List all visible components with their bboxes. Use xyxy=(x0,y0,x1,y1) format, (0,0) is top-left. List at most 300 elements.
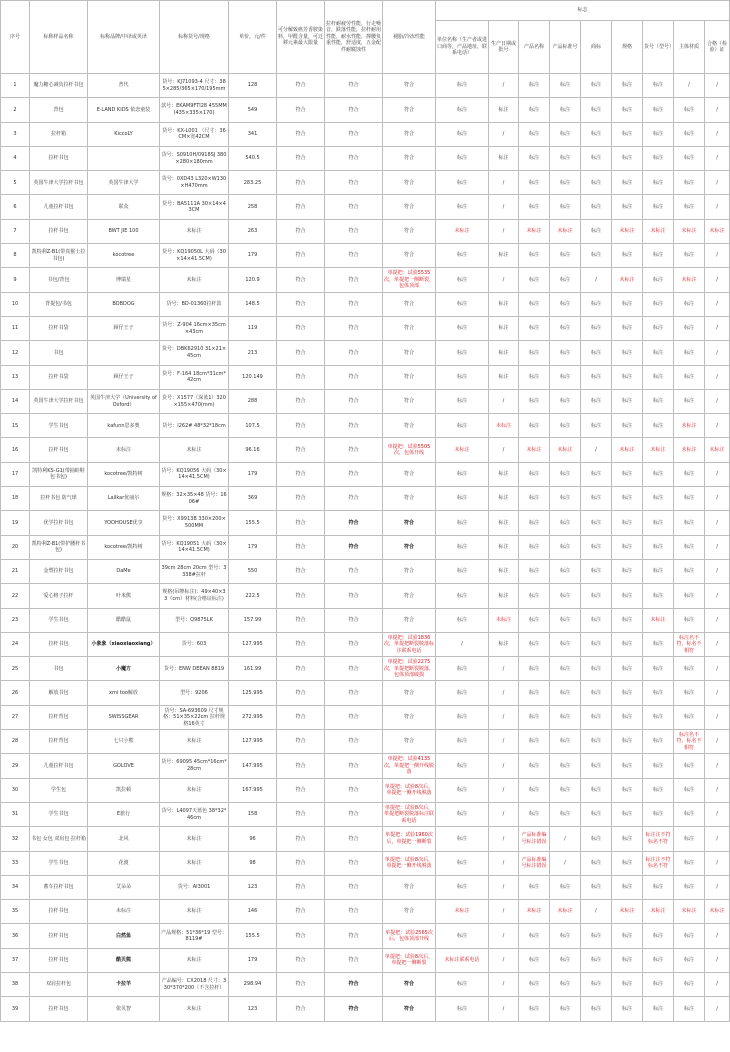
mark-cell-3: 标注 xyxy=(519,414,550,438)
header-mark-4: 产品标准号 xyxy=(550,21,581,74)
name-cell: 凯特利KS-G1(带抽蛙鞋包书包) xyxy=(30,462,88,486)
mark-cell-1: 标注 xyxy=(436,244,489,268)
performance-cell: 符合 xyxy=(325,146,383,170)
mark-cell-6: 标注 xyxy=(612,754,643,778)
seq-cell: 2 xyxy=(1,98,30,122)
chemical-cell: 符合 xyxy=(277,219,325,243)
model-cell: 货号：KQ19051 大码（30×14×41.5CM) xyxy=(160,535,229,559)
mark-cell-7: 标注 xyxy=(643,730,674,754)
mark-cell-4: 标注 xyxy=(550,584,581,608)
cold-cell: 单提把：试验4135次，单提把一侧开线脱落 xyxy=(383,754,436,778)
chemical-cell: 符合 xyxy=(277,802,325,826)
model-cell: 货号：L4097天蓝色 38*32*46cm xyxy=(160,802,229,826)
name-cell: 爱心格子拉杆 xyxy=(30,584,88,608)
mark-cell-3: 标注 xyxy=(519,948,550,972)
brand-cell: 白然鱼 xyxy=(88,924,160,948)
mark-cell-4: 标注 xyxy=(550,389,581,413)
brand-cell: 卡拉羊 xyxy=(88,972,160,996)
mark-cell-8: 标注 xyxy=(674,778,705,802)
mark-cell-3: 未标注 xyxy=(519,219,550,243)
mark-cell-2: 标注 xyxy=(489,462,519,486)
mark-cell-4: 未标注 xyxy=(550,900,581,924)
cold-cell: 符合 xyxy=(383,365,436,389)
mark-cell-8: 标注 xyxy=(674,98,705,122)
mark-cell-6: 标注 xyxy=(612,584,643,608)
mark-cell-8: 标注 xyxy=(674,389,705,413)
cold-cell: 符合 xyxy=(383,98,436,122)
mark-cell-1: 标注 xyxy=(436,705,489,729)
model-cell: 货号：BD-01360拉杆款 xyxy=(160,292,229,316)
mark-cell-5: 标注 xyxy=(581,171,612,195)
name-cell: 金塑拉杆书包 xyxy=(30,559,88,583)
mark-cell-6: 标注 xyxy=(612,972,643,996)
seq-cell: 7 xyxy=(1,219,30,243)
model-cell: 货号：X9913B 330×200×500MM xyxy=(160,511,229,535)
price-cell: 179 xyxy=(229,462,277,486)
model-cell: 未标注 xyxy=(160,997,229,1021)
table-row xyxy=(1,632,730,656)
price-cell: 179 xyxy=(229,948,277,972)
mark-cell-3: 标注 xyxy=(519,171,550,195)
table-row xyxy=(1,802,730,826)
name-cell: 拉杆书包 xyxy=(30,997,88,1021)
model-cell: 货号：SA-693609 尺寸规格：51×35×22cm 拉杆规格16英寸 xyxy=(160,705,229,729)
performance-cell: 符合 xyxy=(325,972,383,996)
chemical-cell: 符合 xyxy=(277,244,325,268)
mark-cell-4: 标注 xyxy=(550,948,581,972)
performance-cell: 符合 xyxy=(325,997,383,1021)
table-body xyxy=(1,74,730,1022)
price-cell: 222.5 xyxy=(229,584,277,608)
mark-cell-4: 标注 xyxy=(550,171,581,195)
mark-cell-4: 标注 xyxy=(550,705,581,729)
brand-cell: 小象象（xiaoxiaoxiang） xyxy=(88,632,160,656)
mark-cell-6: 标注 xyxy=(612,146,643,170)
mark-cell-1: 标注 xyxy=(436,827,489,851)
price-cell: 179 xyxy=(229,244,277,268)
mark-cell-2: / xyxy=(489,171,519,195)
mark-cell-1: 标注 xyxy=(436,487,489,511)
mark-cell-4: 标注 xyxy=(550,972,581,996)
performance-cell: 符合 xyxy=(325,559,383,583)
mark-cell-2: 未标注 xyxy=(489,608,519,632)
price-cell: 98 xyxy=(229,851,277,875)
brand-cell: DaMe xyxy=(88,559,160,583)
brand-cell: 依贝智 xyxy=(88,997,160,1021)
mark-cell-2: / xyxy=(489,948,519,972)
model-cell: 产品编号：CX2018 尺寸：330*370*200（不含拉杆） xyxy=(160,972,229,996)
cold-cell: 符合 xyxy=(383,341,436,365)
price-cell: 147.995 xyxy=(229,754,277,778)
name-cell: 学生书包 xyxy=(30,608,88,632)
mark-cell-2: 标注 xyxy=(489,559,519,583)
mark-cell-7: 标注 xyxy=(643,244,674,268)
mark-cell-7: 标注 xyxy=(643,268,674,292)
cold-cell: 单提把：试验8次后，单提把一侧开线脱落 xyxy=(383,778,436,802)
chemical-cell: 符合 xyxy=(277,414,325,438)
name-cell: 儿童拉杆书包 xyxy=(30,195,88,219)
mark-cell-2: / xyxy=(489,730,519,754)
mark-cell-9: / xyxy=(705,74,730,98)
mark-cell-4: 标注 xyxy=(550,778,581,802)
mark-cell-8: 标注 xyxy=(674,365,705,389)
mark-cell-1: 标注 xyxy=(436,584,489,608)
cold-cell: 符合 xyxy=(383,487,436,511)
mark-cell-3: 标注 xyxy=(519,146,550,170)
mark-cell-1: 标注 xyxy=(436,389,489,413)
performance-cell: 符合 xyxy=(325,219,383,243)
mark-cell-3: 标注 xyxy=(519,98,550,122)
mark-cell-7: 标注 xyxy=(643,754,674,778)
mark-cell-3: 标注 xyxy=(519,316,550,340)
mark-cell-4: 标注 xyxy=(550,997,581,1021)
performance-cell: 符合 xyxy=(325,487,383,511)
table-row xyxy=(1,365,730,389)
model-cell: 货号：0XD43 L320×W130×H470mm xyxy=(160,171,229,195)
chemical-cell: 符合 xyxy=(277,438,325,462)
header-seq: 序号 xyxy=(1,1,30,74)
mark-cell-3: 标注 xyxy=(519,730,550,754)
cold-cell: 符合 xyxy=(383,559,436,583)
table-row xyxy=(1,924,730,948)
table-row xyxy=(1,511,730,535)
mark-cell-9: / xyxy=(705,414,730,438)
mark-cell-1: 标注 xyxy=(436,657,489,681)
model-cell: 款号：EKAM9FTI28 455MM(435×335×170) xyxy=(160,98,229,122)
mark-cell-8: / xyxy=(674,74,705,98)
mark-cell-5: 标注 xyxy=(581,851,612,875)
performance-cell: 符合 xyxy=(325,292,383,316)
chemical-cell: 符合 xyxy=(277,268,325,292)
mark-cell-4: 标注 xyxy=(550,754,581,778)
performance-cell: 符合 xyxy=(325,389,383,413)
name-cell: 拉杆书包 xyxy=(30,948,88,972)
mark-cell-7: 标注 xyxy=(643,875,674,899)
mark-cell-2: 标注 xyxy=(489,632,519,656)
cold-cell: 符合 xyxy=(383,535,436,559)
mark-cell-6: 标注 xyxy=(612,559,643,583)
name-cell: 拉杆背包 xyxy=(30,705,88,729)
mark-cell-9: / xyxy=(705,778,730,802)
mark-cell-2: / xyxy=(489,997,519,1021)
model-cell: 型号：Q9875LK xyxy=(160,608,229,632)
table-row xyxy=(1,705,730,729)
price-cell: 120.9 xyxy=(229,268,277,292)
mark-cell-4: 标注 xyxy=(550,657,581,681)
performance-cell: 符合 xyxy=(325,754,383,778)
mark-cell-7: 标注 xyxy=(643,98,674,122)
mark-cell-5: 标注 xyxy=(581,535,612,559)
mark-cell-8: 标注 xyxy=(674,657,705,681)
mark-cell-6: 标注 xyxy=(612,632,643,656)
price-cell: 96.16 xyxy=(229,438,277,462)
mark-cell-7: 标注 xyxy=(643,632,674,656)
chemical-cell: 符合 xyxy=(277,778,325,802)
mark-cell-2: / xyxy=(489,802,519,826)
name-cell: 拉杆箱 xyxy=(30,122,88,146)
table-row xyxy=(1,778,730,802)
mark-cell-5: 标注 xyxy=(581,462,612,486)
mark-cell-7: 标注 xyxy=(643,316,674,340)
mark-cell-3: 产品标准编号标注错误 xyxy=(519,851,550,875)
mark-cell-8: 标注名不符，标名不相符 xyxy=(674,632,705,656)
price-cell: 155.5 xyxy=(229,511,277,535)
model-cell: 产品规格：51*36*19 型号：8119# xyxy=(160,924,229,948)
name-cell: 蓄车拉杆书包 xyxy=(30,875,88,899)
mark-cell-1: 标注 xyxy=(436,778,489,802)
mark-cell-5: 标注 xyxy=(581,98,612,122)
mark-cell-3: 标注 xyxy=(519,875,550,899)
table-row xyxy=(1,146,730,170)
seq-cell: 12 xyxy=(1,341,30,365)
chemical-cell: 符合 xyxy=(277,997,325,1021)
table-row xyxy=(1,462,730,486)
mark-cell-7: 标注 xyxy=(643,292,674,316)
name-cell: 英国牛津大学拉杆书包 xyxy=(30,171,88,195)
mark-cell-5: 标注 xyxy=(581,219,612,243)
seq-cell: 25 xyxy=(1,657,30,681)
performance-cell: 符合 xyxy=(325,948,383,972)
mark-cell-6: 标注 xyxy=(612,341,643,365)
mark-cell-2: 标注 xyxy=(489,511,519,535)
cold-cell: 符合 xyxy=(383,875,436,899)
performance-cell: 符合 xyxy=(325,195,383,219)
mark-cell-3: 标注 xyxy=(519,74,550,98)
model-cell: 货号：69095 45cm*16cm*28cm xyxy=(160,754,229,778)
brand-cell: kafunn思多奥 xyxy=(88,414,160,438)
mark-cell-3: 标注 xyxy=(519,389,550,413)
mark-cell-1: 标注 xyxy=(436,122,489,146)
table-row xyxy=(1,851,730,875)
price-cell: 127.995 xyxy=(229,632,277,656)
brand-cell: 未标注 xyxy=(88,438,160,462)
performance-cell: 符合 xyxy=(325,705,383,729)
chemical-cell: 符合 xyxy=(277,341,325,365)
brand-cell: kocotree/凯特树 xyxy=(88,462,160,486)
model-cell: 未标注 xyxy=(160,827,229,851)
mark-cell-8: 未标注 xyxy=(674,268,705,292)
mark-cell-2: / xyxy=(489,875,519,899)
brand-cell: kocotree/凯特树 xyxy=(88,535,160,559)
mark-cell-2: 标注 xyxy=(489,487,519,511)
mark-cell-2: 标注 xyxy=(489,535,519,559)
header-mark-1: 单位名称（生产者或进口商等，产品地址，联系电话） xyxy=(436,21,489,74)
performance-cell: 符合 xyxy=(325,681,383,705)
mark-cell-1: 标注 xyxy=(436,146,489,170)
mark-cell-3: 标注 xyxy=(519,657,550,681)
chemical-cell: 符合 xyxy=(277,948,325,972)
performance-cell: 符合 xyxy=(325,851,383,875)
mark-cell-4: / xyxy=(550,851,581,875)
name-cell: 拉杆书袋 xyxy=(30,365,88,389)
mark-cell-5: 标注 xyxy=(581,341,612,365)
mark-cell-9: / xyxy=(705,316,730,340)
seq-cell: 17 xyxy=(1,462,30,486)
name-cell: 学生书包 xyxy=(30,414,88,438)
mark-cell-1: 未标注 xyxy=(436,219,489,243)
table-row xyxy=(1,171,730,195)
mark-cell-3: 标注 xyxy=(519,778,550,802)
chemical-cell: 符合 xyxy=(277,316,325,340)
cold-cell: 符合 xyxy=(383,730,436,754)
mark-cell-8: 标注 xyxy=(674,244,705,268)
header-mark-3: 产品名称 xyxy=(519,21,550,74)
mark-cell-7: 标注 xyxy=(643,122,674,146)
mark-cell-3: 标注 xyxy=(519,244,550,268)
price-cell: 213 xyxy=(229,341,277,365)
chemical-cell: 符合 xyxy=(277,754,325,778)
name-cell: 书包/背包 xyxy=(30,268,88,292)
mark-cell-2: 标注 xyxy=(489,146,519,170)
mark-cell-2: / xyxy=(489,900,519,924)
chemical-cell: 符合 xyxy=(277,195,325,219)
mark-cell-5: 标注 xyxy=(581,292,612,316)
mark-cell-4: 标注 xyxy=(550,98,581,122)
cold-cell: 符合 xyxy=(383,414,436,438)
seq-cell: 36 xyxy=(1,924,30,948)
cold-cell: 符合 xyxy=(383,584,436,608)
mark-cell-4: 标注 xyxy=(550,875,581,899)
mark-cell-5: 标注 xyxy=(581,414,612,438)
chemical-cell: 符合 xyxy=(277,365,325,389)
name-cell: 拉杆书包 xyxy=(30,146,88,170)
mark-cell-2: / xyxy=(489,268,519,292)
mark-cell-2: / xyxy=(489,74,519,98)
table-row xyxy=(1,875,730,899)
mark-cell-8: 标注 xyxy=(674,827,705,851)
mark-cell-9: / xyxy=(705,632,730,656)
mark-cell-4: 标注 xyxy=(550,341,581,365)
brand-cell: 花渡 xyxy=(88,851,160,875)
mark-cell-7: 标注 xyxy=(643,948,674,972)
mark-cell-4: 标注 xyxy=(550,681,581,705)
table-row xyxy=(1,997,730,1021)
table-row xyxy=(1,438,730,462)
brand-cell xyxy=(88,341,160,365)
price-cell: 96 xyxy=(229,827,277,851)
performance-cell: 符合 xyxy=(325,632,383,656)
performance-cell: 符合 xyxy=(325,122,383,146)
price-cell: 128 xyxy=(229,74,277,98)
mark-cell-6: 未标注 xyxy=(612,438,643,462)
seq-cell: 31 xyxy=(1,802,30,826)
mark-cell-1: 标注 xyxy=(436,195,489,219)
mark-cell-1: 标注 xyxy=(436,608,489,632)
mark-cell-3: 标注 xyxy=(519,705,550,729)
chemical-cell: 符合 xyxy=(277,171,325,195)
mark-cell-9: / xyxy=(705,875,730,899)
price-cell: 272.995 xyxy=(229,705,277,729)
chemical-cell: 符合 xyxy=(277,535,325,559)
performance-cell: 符合 xyxy=(325,74,383,98)
mark-cell-7: 标注 xyxy=(643,802,674,826)
mark-cell-9: / xyxy=(705,487,730,511)
name-cell: 拉杆书袋 xyxy=(30,316,88,340)
table-row xyxy=(1,754,730,778)
mark-cell-6: 标注 xyxy=(612,487,643,511)
price-cell: 550 xyxy=(229,559,277,583)
table-row xyxy=(1,730,730,754)
performance-cell: 符合 xyxy=(325,827,383,851)
mark-cell-5: 标注 xyxy=(581,875,612,899)
brand-cell: 顾仔王子 xyxy=(88,316,160,340)
mark-cell-7: 未标注 xyxy=(643,608,674,632)
mark-cell-1: 未标注 xyxy=(436,900,489,924)
table-row xyxy=(1,268,730,292)
performance-cell: 符合 xyxy=(325,414,383,438)
chemical-cell: 符合 xyxy=(277,559,325,583)
mark-cell-6: 标注 xyxy=(612,365,643,389)
chemical-cell: 符合 xyxy=(277,657,325,681)
mark-cell-5: / xyxy=(581,900,612,924)
brand-cell: BOBDOG xyxy=(88,292,160,316)
header-mark-group: 标志 xyxy=(436,1,730,21)
table-row xyxy=(1,657,730,681)
mark-cell-9: / xyxy=(705,705,730,729)
seq-cell: 37 xyxy=(1,948,30,972)
mark-cell-9: 未标注 xyxy=(705,438,730,462)
mark-cell-5: 标注 xyxy=(581,244,612,268)
mark-cell-6: 标注 xyxy=(612,535,643,559)
cold-cell: 符合 xyxy=(383,511,436,535)
name-cell: 拉杆书包 防气球 xyxy=(30,487,88,511)
mark-cell-9: / xyxy=(705,511,730,535)
mark-cell-9: / xyxy=(705,244,730,268)
chemical-cell: 符合 xyxy=(277,972,325,996)
mark-cell-5: 标注 xyxy=(581,632,612,656)
mark-cell-9: / xyxy=(705,851,730,875)
mark-cell-4: 标注 xyxy=(550,511,581,535)
mark-cell-2: 标注 xyxy=(489,98,519,122)
mark-cell-7: 标注 xyxy=(643,657,674,681)
table-row xyxy=(1,972,730,996)
mark-cell-2: / xyxy=(489,438,519,462)
chemical-cell: 符合 xyxy=(277,74,325,98)
mark-cell-7: 未标注 xyxy=(643,900,674,924)
brand-cell: YOOHOUSE优享 xyxy=(88,511,160,535)
chemical-cell: 符合 xyxy=(277,608,325,632)
mark-cell-9: / xyxy=(705,292,730,316)
mark-cell-5: 标注 xyxy=(581,924,612,948)
mark-cell-6: 未标注 xyxy=(612,900,643,924)
mark-cell-4: 未标注 xyxy=(550,219,581,243)
mark-cell-3: 标注 xyxy=(519,997,550,1021)
mark-cell-9: / xyxy=(705,948,730,972)
mark-cell-5: 标注 xyxy=(581,584,612,608)
cold-cell: 符合 xyxy=(383,608,436,632)
mark-cell-6: 标注 xyxy=(612,875,643,899)
seq-cell: 38 xyxy=(1,972,30,996)
table-row xyxy=(1,681,730,705)
mark-cell-5: 标注 xyxy=(581,681,612,705)
mark-cell-7: 标注 xyxy=(643,195,674,219)
performance-cell: 符合 xyxy=(325,341,383,365)
mark-cell-9: / xyxy=(705,122,730,146)
name-cell: 学生包 xyxy=(30,778,88,802)
performance-cell: 符合 xyxy=(325,924,383,948)
header-mark-9: 合格（检验）证 xyxy=(705,21,730,74)
mark-cell-8: 标注 xyxy=(674,972,705,996)
mark-cell-8: 标注 xyxy=(674,681,705,705)
price-cell: 127.995 xyxy=(229,730,277,754)
model-cell: 未标注 xyxy=(160,730,229,754)
mark-cell-5: 标注 xyxy=(581,389,612,413)
header-cold: 褪脂/冷冻性能 xyxy=(383,1,436,74)
mark-cell-8: 未标注 xyxy=(674,219,705,243)
mark-cell-3: 标注 xyxy=(519,754,550,778)
mark-cell-5: 标注 xyxy=(581,802,612,826)
table-row xyxy=(1,584,730,608)
